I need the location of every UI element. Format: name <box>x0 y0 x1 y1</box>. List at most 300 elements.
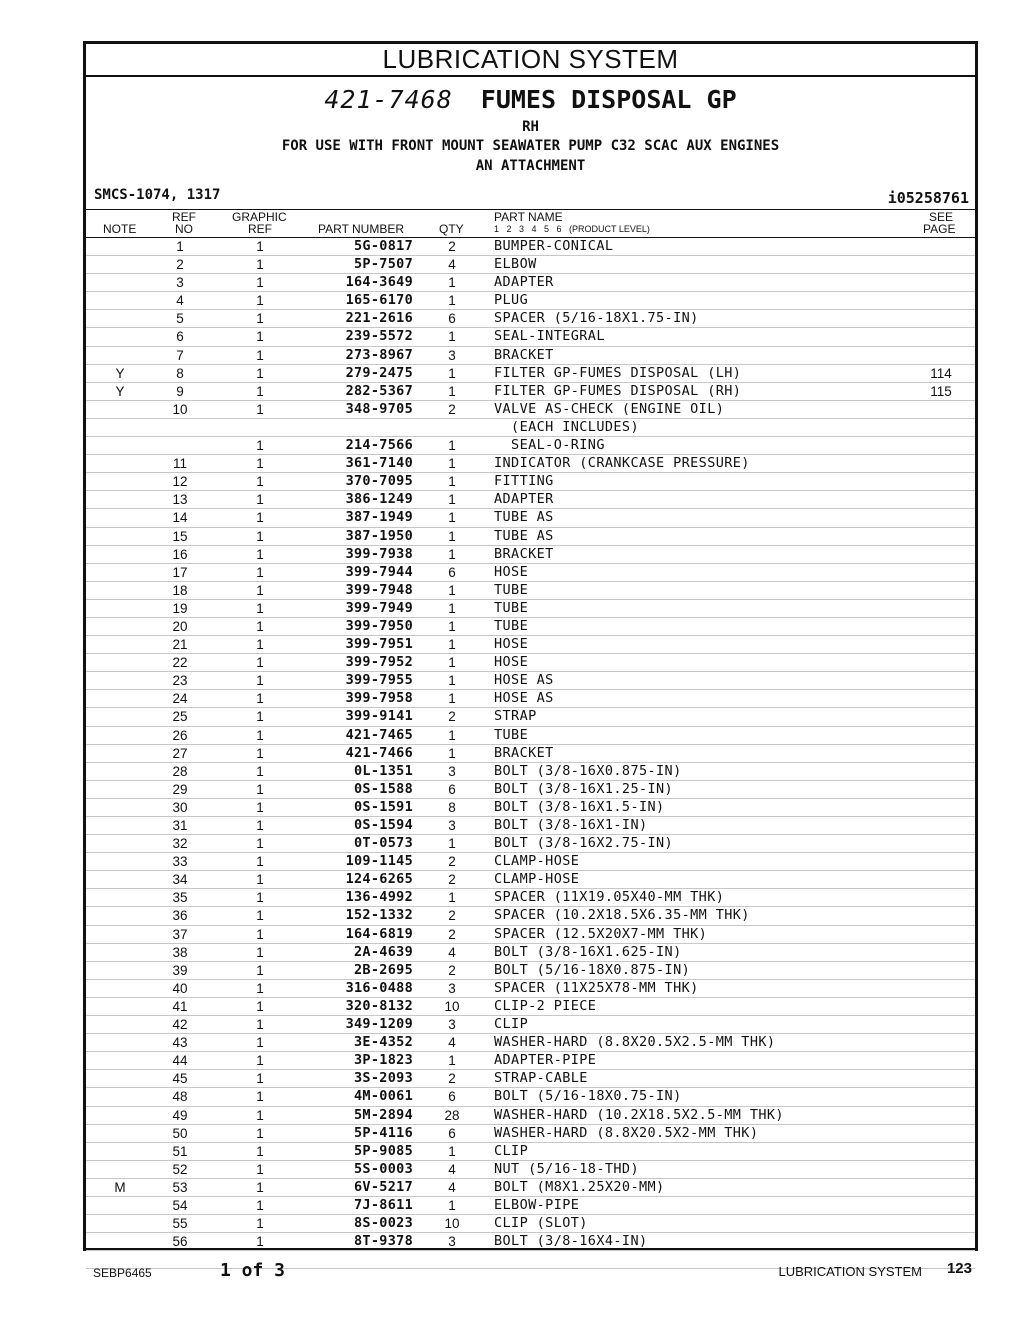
note-cell: M <box>114 1179 126 1195</box>
ref-no-cell: 3 <box>176 275 184 291</box>
ref-no-cell: 27 <box>172 745 188 761</box>
graphic-ref-cell: 1 <box>256 673 264 689</box>
col-graphic-bottom: REF <box>248 222 272 236</box>
group-title <box>86 85 975 114</box>
part-number-cell: 0T-0573 <box>354 835 413 852</box>
qty-cell: 6 <box>448 311 456 327</box>
graphic-ref-cell: 1 <box>256 456 264 472</box>
part-name-cell: CLIP <box>494 1142 529 1159</box>
table-row <box>86 1161 975 1179</box>
table-row <box>86 727 975 745</box>
ref-no-cell: 16 <box>172 546 188 562</box>
qty-cell: 1 <box>448 836 456 852</box>
table-row <box>86 1034 975 1052</box>
part-name-cell: STRAP-CABLE <box>494 1070 588 1087</box>
graphic-ref-cell: 1 <box>256 872 264 888</box>
qty-cell: 1 <box>448 618 456 634</box>
ref-no-cell: 18 <box>172 582 188 598</box>
part-name-cell: ELBOW-PIPE <box>494 1196 580 1213</box>
table-row <box>86 1088 975 1106</box>
ref-no-cell: 11 <box>172 456 187 472</box>
part-name-cell: BOLT (5/16-18X0.875-IN) <box>494 961 691 978</box>
page-number: 123 <box>946 1260 972 1277</box>
graphic-ref-cell: 1 <box>256 239 264 254</box>
table-row <box>86 365 975 383</box>
table-row <box>86 564 975 582</box>
part-number-cell: 399-7948 <box>345 581 413 598</box>
qty-cell: 28 <box>444 1107 460 1123</box>
ref-no-cell: 56 <box>172 1234 188 1250</box>
part-number-cell: 239-5572 <box>345 328 413 345</box>
part-name-cell: BOLT (3/8-16X0.875-IN) <box>494 762 682 779</box>
graphic-ref-cell: 1 <box>256 908 264 924</box>
qty-cell: 3 <box>448 763 456 779</box>
part-name-cell: SPACER (12.5X20X7-MM THK) <box>494 925 708 942</box>
qty-cell: 8 <box>448 799 456 815</box>
graphic-ref-cell: 1 <box>256 709 264 725</box>
page-footer <box>93 1260 972 1282</box>
table-row <box>86 401 975 419</box>
part-number-cell: 370-7095 <box>345 473 413 490</box>
part-name-cell: ELBOW <box>494 256 537 273</box>
part-number-cell: 320-8132 <box>345 997 413 1014</box>
part-number-cell: 399-7955 <box>345 672 413 689</box>
qty-cell: 1 <box>448 438 456 454</box>
table-row <box>86 419 975 437</box>
table-row <box>86 473 975 491</box>
qty-cell: 2 <box>448 872 456 888</box>
part-name-cell: BRACKET <box>494 744 554 761</box>
group-name: FUMES DISPOSAL GP <box>480 85 737 114</box>
graphic-ref-cell: 1 <box>256 998 264 1014</box>
qty-cell: 2 <box>448 908 456 924</box>
graphic-ref-cell: 1 <box>256 1161 264 1177</box>
graphic-ref-cell: 1 <box>256 763 264 779</box>
ref-no-cell: 44 <box>172 1053 188 1069</box>
table-row <box>86 383 975 401</box>
graphic-ref-cell: 1 <box>256 1071 264 1087</box>
graphic-ref-cell: 1 <box>256 1107 264 1123</box>
part-name-cell: STRAP <box>494 708 537 725</box>
see-page-cell: 114 <box>930 365 952 381</box>
part-name-cell: BOLT (M8X1.25X20-MM) <box>494 1178 665 1195</box>
parts-list-frame <box>83 41 978 1251</box>
table-row <box>86 347 975 365</box>
document-id: SEBP6465 <box>93 1266 152 1280</box>
part-number-cell: 136-4992 <box>345 889 413 906</box>
graphic-ref-cell: 1 <box>256 600 264 616</box>
ref-no-cell: 4 <box>176 293 184 309</box>
ref-no-cell: 26 <box>172 727 188 743</box>
qty-cell: 1 <box>448 456 456 472</box>
graphic-ref-cell: 1 <box>256 618 264 634</box>
illustration-id: i05258761 <box>887 189 969 207</box>
col-graphic-top: GRAPHIC <box>232 210 287 224</box>
table-row <box>86 889 975 907</box>
table-row <box>86 926 975 944</box>
ref-no-cell: 10 <box>172 401 188 417</box>
part-name-cell: CLIP (SLOT) <box>494 1215 588 1232</box>
ref-no-cell: 2 <box>176 257 184 273</box>
part-number-cell: 165-6170 <box>345 292 413 309</box>
table-row <box>86 962 975 980</box>
part-name-cell: (EACH INCLUDES) <box>494 418 639 435</box>
qty-cell: 1 <box>448 474 456 490</box>
graphic-ref-cell: 1 <box>256 818 264 833</box>
table-row <box>86 238 975 256</box>
ref-no-cell: 21 <box>172 637 188 653</box>
ref-no-cell: 31 <box>172 818 188 833</box>
part-number-cell: 0S-1591 <box>354 798 413 815</box>
table-row <box>86 1016 975 1034</box>
part-number-cell: 399-7938 <box>345 545 413 562</box>
qty-cell: 6 <box>448 1125 456 1141</box>
part-name-cell: TUBE AS <box>494 509 554 526</box>
part-number-cell: 5M-2894 <box>354 1106 413 1123</box>
part-name-cell: SPACER (11X19.05X40-MM THK) <box>494 889 725 906</box>
part-number-cell: 273-8967 <box>345 346 413 363</box>
ref-no-cell: 30 <box>172 799 188 815</box>
graphic-ref-cell: 1 <box>256 347 264 363</box>
part-number-cell: 6V-5217 <box>354 1178 413 1195</box>
note-cell: Y <box>115 383 125 399</box>
ref-no-cell: 13 <box>172 492 188 508</box>
part-number-cell: 5S-0003 <box>354 1160 413 1177</box>
part-name-cell: BOLT (3/8-16X1.25-IN) <box>494 780 674 797</box>
part-number-cell: 221-2616 <box>345 310 413 327</box>
part-name-cell: TUBE <box>494 581 529 598</box>
qty-cell: 3 <box>448 1017 456 1033</box>
part-name-cell: NUT (5/16-18-THD) <box>494 1160 639 1177</box>
part-name-cell: BRACKET <box>494 545 554 562</box>
part-number-cell: 361-7140 <box>345 455 413 472</box>
graphic-ref-cell: 1 <box>256 1179 264 1195</box>
graphic-ref-cell: 1 <box>256 564 264 580</box>
col-note: NOTE <box>103 222 137 236</box>
part-number-cell: 399-7952 <box>345 654 413 671</box>
part-number-cell: 421-7466 <box>345 744 413 761</box>
table-row <box>86 491 975 509</box>
part-name-cell: SPACER (11X25X78-MM THK) <box>494 979 699 996</box>
table-row <box>86 1107 975 1125</box>
group-type: AN ATTACHMENT <box>475 158 586 174</box>
qty-cell: 2 <box>448 401 456 417</box>
col-part-number: PART NUMBER <box>318 222 405 236</box>
part-name-cell: WASHER-HARD (8.8X20.5X2-MM THK) <box>494 1124 759 1141</box>
part-name-cell: ADAPTER-PIPE <box>494 1052 597 1069</box>
col-see-bottom: PAGE <box>923 222 956 236</box>
ref-no-cell: 43 <box>172 1035 188 1051</box>
graphic-ref-cell: 1 <box>256 944 264 960</box>
part-name-cell: SPACER (10.2X18.5X6.35-MM THK) <box>494 907 750 924</box>
qty-cell: 1 <box>448 890 456 906</box>
ref-no-cell: 42 <box>172 1017 188 1033</box>
graphic-ref-cell: 1 <box>256 1053 264 1069</box>
part-number-cell: 399-7958 <box>345 690 413 707</box>
graphic-ref-cell: 1 <box>256 383 264 399</box>
part-number-cell: 7J-8611 <box>354 1196 413 1213</box>
part-number-cell: 348-9705 <box>345 400 413 417</box>
graphic-ref-cell: 1 <box>256 962 264 978</box>
table-row <box>86 528 975 546</box>
part-number-cell: 8S-0023 <box>354 1215 413 1232</box>
ref-no-cell: 12 <box>172 474 188 490</box>
ref-no-cell: 38 <box>172 944 188 960</box>
part-name-cell: SEAL-O-RING <box>494 437 605 454</box>
qty-cell: 6 <box>448 564 456 580</box>
group-variant: RH <box>522 119 539 135</box>
qty-cell: 10 <box>444 998 460 1014</box>
col-part-name: PART NAME <box>494 210 563 224</box>
part-number-cell: 152-1332 <box>345 907 413 924</box>
graphic-ref-cell: 1 <box>256 980 264 996</box>
see-page-cell: 115 <box>930 383 952 399</box>
qty-cell: 1 <box>448 510 456 526</box>
qty-cell: 1 <box>448 655 456 671</box>
graphic-ref-cell: 1 <box>256 528 264 544</box>
ref-no-cell: 9 <box>176 383 184 399</box>
graphic-ref-cell: 1 <box>256 546 264 562</box>
part-name-cell: BRACKET <box>494 346 554 363</box>
table-row <box>86 980 975 998</box>
qty-cell: 3 <box>448 347 456 363</box>
table-row <box>86 817 975 835</box>
table-row <box>86 509 975 527</box>
qty-cell: 2 <box>448 239 456 254</box>
part-number-cell: 8T-9378 <box>354 1233 413 1250</box>
graphic-ref-cell: 1 <box>256 799 264 815</box>
part-name-cell: WASHER-HARD (10.2X18.5X2.5-MM THK) <box>494 1106 784 1123</box>
note-cell: Y <box>115 365 125 381</box>
qty-cell: 4 <box>448 257 456 273</box>
part-number-cell: 0S-1594 <box>354 817 413 833</box>
table-row <box>86 328 975 346</box>
ref-no-cell: 45 <box>172 1071 188 1087</box>
part-number-cell: 399-7950 <box>345 617 413 634</box>
part-name-cell: BUMPER-CONICAL <box>494 238 614 254</box>
part-number-cell: 3S-2093 <box>354 1070 413 1087</box>
graphic-ref-cell: 1 <box>256 637 264 653</box>
graphic-ref-cell: 1 <box>256 1017 264 1033</box>
part-number-cell: 399-9141 <box>345 708 413 725</box>
ref-no-cell: 19 <box>172 600 188 616</box>
qty-cell: 1 <box>448 673 456 689</box>
part-name-cell: FILTER GP-FUMES DISPOSAL (RH) <box>494 382 742 399</box>
table-row <box>86 853 975 871</box>
qty-cell: 2 <box>448 962 456 978</box>
table-row <box>86 1197 975 1215</box>
group-usage: FOR USE WITH FRONT MOUNT SEAWATER PUMP C32 SCAC AUX ENGINES <box>281 138 780 154</box>
part-number-cell: 399-7944 <box>345 563 413 580</box>
table-row <box>86 835 975 853</box>
part-number-cell: 124-6265 <box>345 871 413 888</box>
part-number-cell: 109-1145 <box>345 853 413 870</box>
table-row <box>86 636 975 654</box>
part-name-cell: HOSE AS <box>494 690 554 707</box>
part-number-cell: 5G-0817 <box>354 238 413 254</box>
qty-cell: 1 <box>448 1143 456 1159</box>
graphic-ref-cell: 1 <box>256 510 264 526</box>
table-row <box>86 745 975 763</box>
part-name-cell: TUBE <box>494 617 529 634</box>
part-name-cell: CLAMP-HOSE <box>494 853 580 870</box>
ref-no-cell: 48 <box>172 1089 188 1105</box>
table-row <box>86 998 975 1016</box>
qty-cell: 3 <box>448 1234 456 1250</box>
column-headers <box>86 210 975 238</box>
part-number-cell: 2B-2695 <box>354 961 413 978</box>
table-row <box>86 455 975 473</box>
part-number-cell: 214-7566 <box>345 437 413 454</box>
graphic-ref-cell: 1 <box>256 492 264 508</box>
qty-cell: 4 <box>448 1161 456 1177</box>
ref-no-cell: 5 <box>176 311 184 327</box>
col-ref-bottom: NO <box>175 222 193 236</box>
section-title: LUBRICATION SYSTEM <box>86 44 975 77</box>
graphic-ref-cell: 1 <box>256 438 264 454</box>
qty-cell: 1 <box>448 528 456 544</box>
part-name-cell: HOSE <box>494 654 529 671</box>
part-name-cell: HOSE <box>494 636 529 653</box>
qty-cell: 1 <box>448 383 456 399</box>
part-number-cell: 421-7465 <box>345 726 413 743</box>
part-name-cell: PLUG <box>494 292 529 309</box>
graphic-ref-cell: 1 <box>256 1216 264 1232</box>
part-number-cell: 399-7951 <box>345 636 413 653</box>
qty-cell: 1 <box>448 293 456 309</box>
graphic-ref-cell: 1 <box>256 836 264 852</box>
graphic-ref-cell: 1 <box>256 311 264 327</box>
qty-cell: 1 <box>448 600 456 616</box>
part-name-cell: CLIP-2 PIECE <box>494 997 597 1014</box>
graphic-ref-cell: 1 <box>256 655 264 671</box>
part-number-cell: 3P-1823 <box>354 1052 413 1069</box>
ref-no-cell: 14 <box>172 510 188 526</box>
qty-cell: 3 <box>448 818 456 833</box>
group-part-number: 421-7468 <box>324 85 453 114</box>
graphic-ref-cell: 1 <box>256 1035 264 1051</box>
part-number-cell: 282-5367 <box>345 382 413 399</box>
table-row <box>86 1215 975 1233</box>
graphic-ref-cell: 1 <box>256 854 264 870</box>
ref-no-cell: 17 <box>172 564 188 580</box>
qty-cell: 1 <box>448 365 456 381</box>
table-row <box>86 763 975 781</box>
table-row <box>86 1233 975 1251</box>
ref-no-cell: 6 <box>176 329 184 345</box>
ref-no-cell: 52 <box>172 1161 188 1177</box>
qty-cell: 2 <box>448 709 456 725</box>
ref-no-cell: 34 <box>172 872 188 888</box>
ref-no-cell: 53 <box>172 1179 188 1195</box>
graphic-ref-cell: 1 <box>256 257 264 273</box>
table-row <box>86 944 975 962</box>
part-name-cell: CLIP <box>494 1016 529 1033</box>
parts-table <box>86 238 975 1269</box>
part-number-cell: 5P-4116 <box>354 1124 413 1141</box>
qty-cell: 10 <box>444 1216 460 1232</box>
part-number-cell: 279-2475 <box>345 364 413 381</box>
part-name-cell: BOLT (3/8-16X1-IN) <box>494 817 648 833</box>
part-name-cell: FITTING <box>494 473 554 490</box>
part-number-cell: 4M-0061 <box>354 1088 413 1105</box>
table-row <box>86 1125 975 1143</box>
table-row <box>86 799 975 817</box>
ref-no-cell: 35 <box>172 890 188 906</box>
table-row <box>86 1143 975 1161</box>
table-row <box>86 274 975 292</box>
part-name-cell: INDICATOR (CRANKCASE PRESSURE) <box>494 455 750 472</box>
part-number-cell: 349-1209 <box>345 1016 413 1033</box>
qty-cell: 3 <box>448 980 456 996</box>
table-row <box>86 618 975 636</box>
qty-cell: 1 <box>448 492 456 508</box>
part-name-cell: TUBE <box>494 726 529 743</box>
qty-cell: 4 <box>448 944 456 960</box>
part-number-cell: 0L-1351 <box>354 762 413 779</box>
ref-no-cell: 20 <box>172 618 188 634</box>
part-name-cell: BOLT (3/8-16X4-IN) <box>494 1233 648 1250</box>
qty-cell: 2 <box>448 926 456 942</box>
graphic-ref-cell: 1 <box>256 691 264 707</box>
table-row <box>86 310 975 328</box>
part-name-cell: BOLT (5/16-18X0.75-IN) <box>494 1088 682 1105</box>
part-name-cell: TUBE AS <box>494 527 554 544</box>
part-number-cell: 164-6819 <box>345 925 413 942</box>
table-row <box>86 871 975 889</box>
part-number-cell: 387-1949 <box>345 509 413 526</box>
footer-section: LUBRICATION SYSTEM <box>778 1264 922 1279</box>
qty-cell: 1 <box>448 637 456 653</box>
qty-cell: 1 <box>448 582 456 598</box>
qty-cell: 1 <box>448 727 456 743</box>
qty-cell: 1 <box>448 275 456 291</box>
qty-cell: 6 <box>448 781 456 797</box>
table-row <box>86 907 975 925</box>
col-ref-top: REF <box>172 210 196 224</box>
part-name-cell: CLAMP-HOSE <box>494 871 580 888</box>
part-name-cell: HOSE AS <box>494 672 554 689</box>
graphic-ref-cell: 1 <box>256 926 264 942</box>
ref-no-cell: 22 <box>172 655 188 671</box>
part-number-cell: 316-0488 <box>345 979 413 996</box>
table-row <box>86 437 975 455</box>
graphic-ref-cell: 1 <box>256 293 264 309</box>
graphic-ref-cell: 1 <box>256 727 264 743</box>
table-row <box>86 1179 975 1197</box>
ref-no-cell: 25 <box>172 709 188 725</box>
table-row <box>86 672 975 690</box>
group-header <box>86 77 975 210</box>
part-name-cell: BOLT (3/8-16X1.625-IN) <box>494 943 682 960</box>
ref-no-cell: 1 <box>176 239 184 254</box>
table-row <box>86 1052 975 1070</box>
ref-no-cell: 7 <box>176 347 184 363</box>
graphic-ref-cell: 1 <box>256 781 264 797</box>
graphic-ref-cell: 1 <box>256 1089 264 1105</box>
graphic-ref-cell: 1 <box>256 745 264 761</box>
qty-cell: 2 <box>448 854 456 870</box>
graphic-ref-cell: 1 <box>256 1197 264 1213</box>
qty-cell: 1 <box>448 1197 456 1213</box>
ref-no-cell: 24 <box>172 691 188 707</box>
table-row <box>86 781 975 799</box>
part-number-cell: 2A-4639 <box>354 943 413 960</box>
qty-cell: 1 <box>448 329 456 345</box>
ref-no-cell: 33 <box>172 854 188 870</box>
part-number-cell: 5P-9085 <box>354 1142 413 1159</box>
part-name-cell: TUBE <box>494 599 529 616</box>
